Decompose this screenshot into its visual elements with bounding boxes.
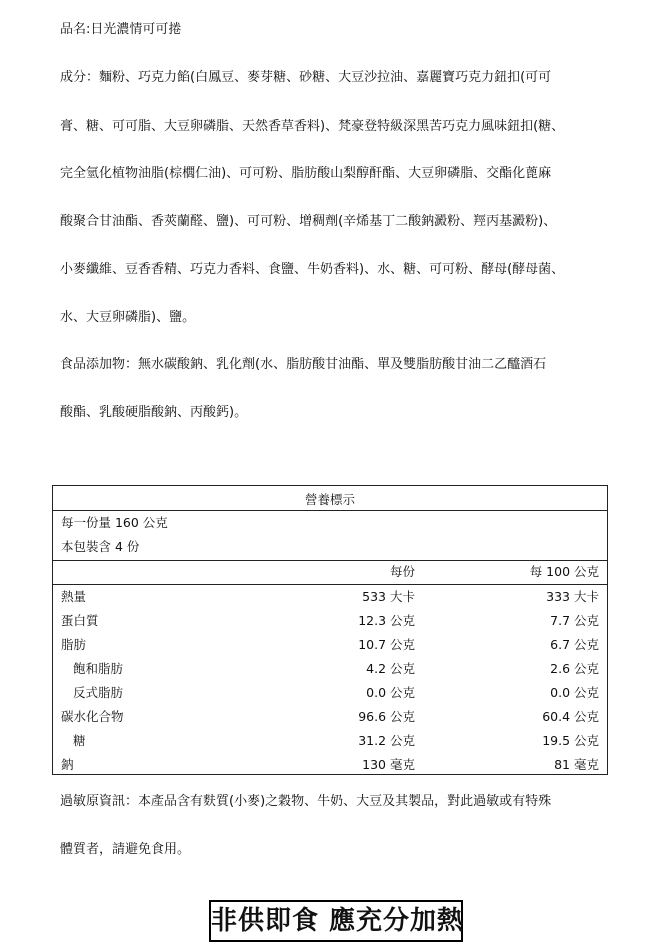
value-per-serving: 0.0 公克: [366, 685, 415, 700]
ingredients-line: 小麥纖維、豆香香精、巧克力香料、食鹽、牛奶香料)、水、糖、可可粉、酵母(酵母菌、: [60, 262, 565, 277]
value-per-100g: 6.7 公克: [550, 637, 599, 652]
column-header-per-serving: 每份: [389, 564, 415, 579]
nutrient-label: 熱量: [61, 589, 87, 604]
nutrient-label: 鈉: [61, 757, 74, 772]
nutrient-label: 飽和脂肪: [73, 661, 124, 676]
value-per-100g: 7.7 公克: [550, 613, 599, 628]
ingredients-line: 成分：麵粉、巧克力餡(白鳳豆、麥芽糖、砂糖、大豆沙拉油、嘉麗寶巧克力鈕扣(可可: [60, 70, 552, 85]
table-divider: [53, 510, 607, 511]
value-per-serving: 10.7 公克: [358, 637, 415, 652]
value-per-100g: 60.4 公克: [542, 709, 599, 724]
nutrient-label: 糖: [73, 733, 86, 748]
allergen-line: 體質者，請避免食用。: [60, 842, 191, 857]
nutrient-label: 反式脂肪: [73, 685, 124, 700]
value-per-100g: 333 大卡: [546, 589, 599, 604]
warning-box: 非供即食 應充分加熱: [209, 900, 463, 942]
additives-line: 酸酯、乳酸硬脂酸鈉、丙酸鈣)。: [60, 405, 248, 420]
value-per-100g: 19.5 公克: [542, 733, 599, 748]
allergen-line: 過敏原資訊：本產品含有麩質(小麥)之穀物、牛奶、大豆及其製品，對此過敏或有特殊: [60, 794, 552, 809]
table-divider: [53, 584, 607, 585]
ingredients-line: 膏、糖、可可脂、大豆卵磷脂、天然香草香料)、梵豪登特級深黑苦巧克力風味鈕扣(糖、: [60, 119, 565, 134]
value-per-serving: 4.2 公克: [366, 661, 415, 676]
nutrient-label: 蛋白質: [61, 613, 99, 628]
table-divider: [53, 560, 607, 561]
nutrition-title: 營養標示: [304, 492, 355, 507]
ingredients-line: 完全氫化植物油脂(棕櫚仁油)、可可粉、脂肪酸山梨醇酐酯、大豆卵磷脂、交酯化蓖麻: [60, 166, 552, 181]
product-name: 品名:日光濃情可可捲: [60, 22, 182, 37]
value-per-100g: 0.0 公克: [550, 685, 599, 700]
value-per-serving: 533 大卡: [362, 589, 415, 604]
nutrient-label: 脂肪: [61, 637, 87, 652]
value-per-serving: 130 毫克: [362, 757, 415, 772]
value-per-serving: 96.6 公克: [358, 709, 415, 724]
column-header-per-100g: 每 100 公克: [529, 564, 599, 579]
value-per-serving: 12.3 公克: [358, 613, 415, 628]
additives-line: 食品添加物：無水碳酸鈉、乳化劑(水、脂肪酸甘油酯、單及雙脂肪酸甘油二乙醯酒石: [60, 357, 547, 372]
value-per-serving: 31.2 公克: [358, 733, 415, 748]
value-per-100g: 2.6 公克: [550, 661, 599, 676]
nutrition-table: [52, 485, 608, 775]
servings-per-package: 本包裝含 4 份: [61, 539, 140, 554]
value-per-100g: 81 毫克: [554, 757, 599, 772]
nutrient-label: 碳水化合物: [61, 709, 124, 724]
ingredients-line: 水、大豆卵磷脂)、鹽。: [60, 310, 196, 325]
serving-size: 每一份量 160 公克: [61, 515, 168, 530]
ingredients-line: 酸聚合甘油酯、香莢蘭醛、鹽)、可可粉、增稠劑(辛烯基丁二酸鈉澱粉、羥丙基澱粉)、: [60, 214, 557, 229]
